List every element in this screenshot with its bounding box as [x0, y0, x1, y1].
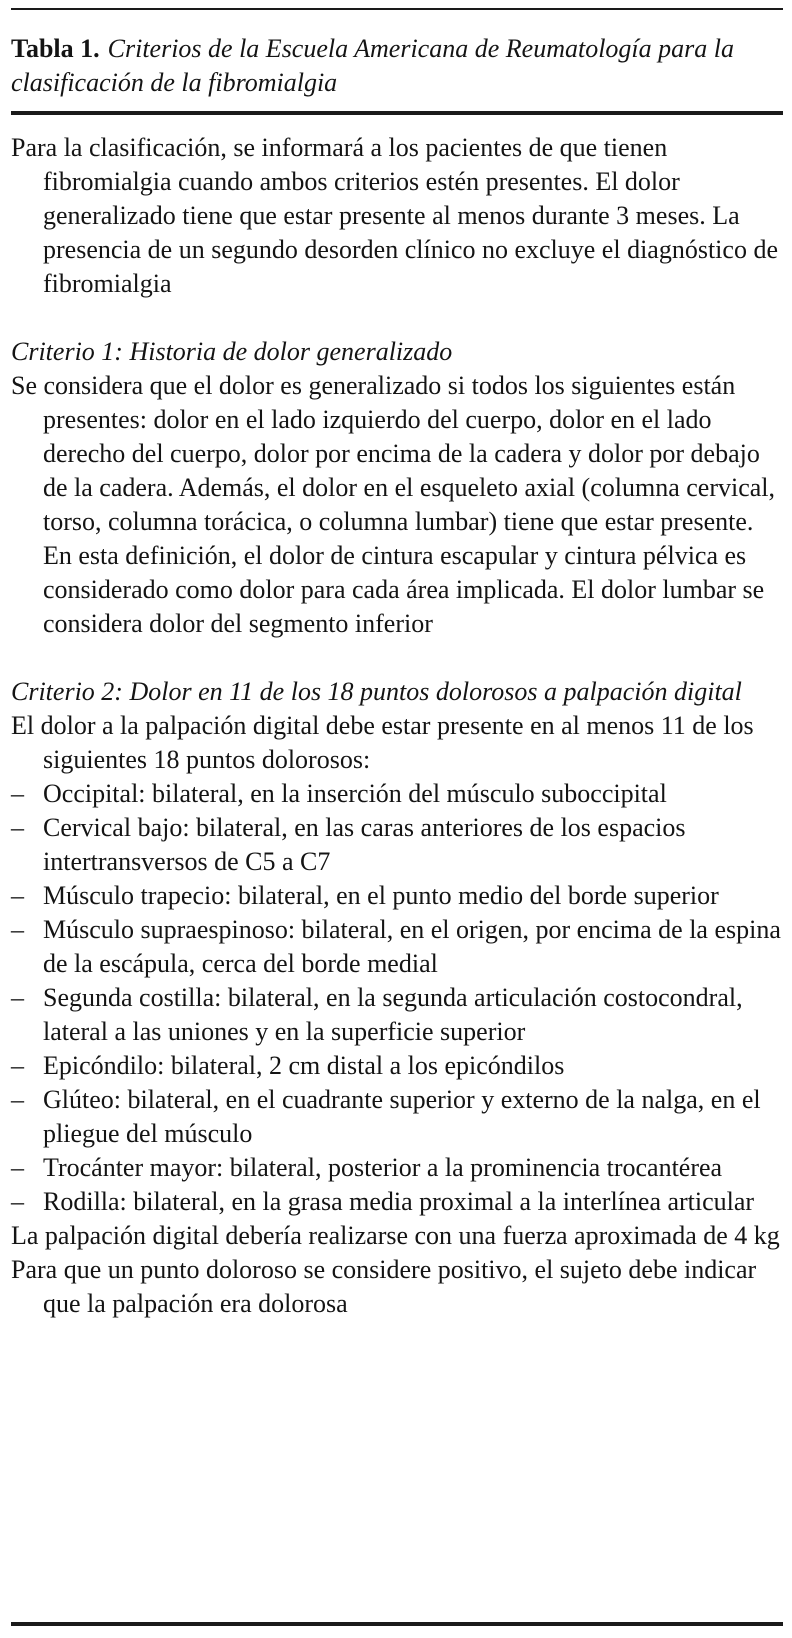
- intro-paragraph: Para la clasificación, se informará a los pacientes de que tienen fibromialgia cuando ambos criterios estén presentes. El dolor generalizado tiene que estar presente al menos durante 3 meses. La presencia de un segundo desorden clínico no excluye el diagnóstico de fibromialgia: [11, 133, 778, 298]
- note-palpation-force: La palpación digital debería realizarse con una fuerza aproximada de 4 kg: [11, 1221, 780, 1250]
- list-item-text: Epicóndilo: bilateral, 2 cm distal a los epicóndilos: [43, 1051, 565, 1080]
- list-item: [11, 1049, 783, 1083]
- dash-marker: –: [11, 1085, 24, 1114]
- list-item-text: Músculo supraespinoso: bilateral, en el origen, por encima de la espina de la escápula, cerca del borde medial: [43, 915, 781, 978]
- list-item: [11, 879, 783, 913]
- tender-points-list: [11, 777, 783, 1219]
- dash-marker: –: [11, 813, 24, 842]
- dash-marker: –: [11, 983, 24, 1012]
- dash-marker: –: [11, 779, 24, 808]
- list-item: [11, 1083, 783, 1151]
- list-item-text: Cervical bajo: bilateral, en las caras anteriores de los espacios intertransversos de C5 a C7: [43, 813, 686, 876]
- list-item-text: Músculo trapecio: bilateral, en el punto medio del borde superior: [43, 881, 719, 910]
- criterio-2-text: El dolor a la palpación digital debe estar presente en al menos 11 de los siguientes 18 puntos dolorosos:: [11, 711, 754, 774]
- list-item-text: Segunda costilla: bilateral, en la segunda articulación costocondral, lateral a las uniones y en la superficie superior: [43, 983, 743, 1046]
- dash-marker: –: [11, 1187, 24, 1216]
- list-item: [11, 1151, 783, 1185]
- dash-marker: –: [11, 915, 24, 944]
- table-body: [11, 115, 783, 1321]
- list-item: [11, 913, 783, 981]
- dash-marker: –: [11, 1051, 24, 1080]
- table-caption: [11, 10, 783, 97]
- list-item-text: Glúteo: bilateral, en el cuadrante superior y externo de la nalga, en el pliegue del músculo: [43, 1085, 761, 1148]
- criterio-2-title: Criterio 2: Dolor en 11 de los 18 puntos dolorosos a palpación digital: [11, 677, 742, 706]
- dash-marker: –: [11, 1153, 24, 1182]
- list-item-text: Trocánter mayor: bilateral, posterior a la prominencia trocantérea: [43, 1153, 723, 1182]
- list-item: [11, 981, 783, 1049]
- list-item: [11, 1185, 783, 1219]
- bottom-rule: [11, 1622, 783, 1626]
- dash-marker: –: [11, 881, 24, 910]
- list-item: [11, 811, 783, 879]
- criteria-table: [11, 8, 783, 1321]
- list-item-text: Rodilla: bilateral, en la grasa media proximal a la interlínea articular: [43, 1187, 755, 1216]
- criterio-1-text: Se considera que el dolor es generalizado si todos los siguientes están presentes: dolor en el lado izquierdo del cuerpo, dolor en el lado derecho del cuerpo, dolor por encima de la cadera y dolor por debajo de la cadera. Además, el dolor en el esqueleto axial (columna cervical, torso, columna torácica, o columna lumbar) tiene que estar presente. En esta definición, el dolor de cintura escapular y cintura pélvica es considerado como dolor para cada área implicada. El dolor lumbar se considera dolor del segmento inferior: [11, 371, 775, 638]
- list-item-text: Occipital: bilateral, en la inserción del músculo suboccipital: [43, 779, 667, 808]
- table-title: Criterios de la Escuela Americana de Reumatología para la clasificación de la fibromialgia: [11, 34, 734, 97]
- table-label: Tabla 1.: [11, 34, 100, 63]
- note-positive-point: Para que un punto doloroso se considere positivo, el sujeto debe indicar que la palpación era dolorosa: [11, 1255, 757, 1318]
- criterio-1-title: Criterio 1: Historia de dolor generalizado: [11, 337, 453, 366]
- list-item: [11, 777, 783, 811]
